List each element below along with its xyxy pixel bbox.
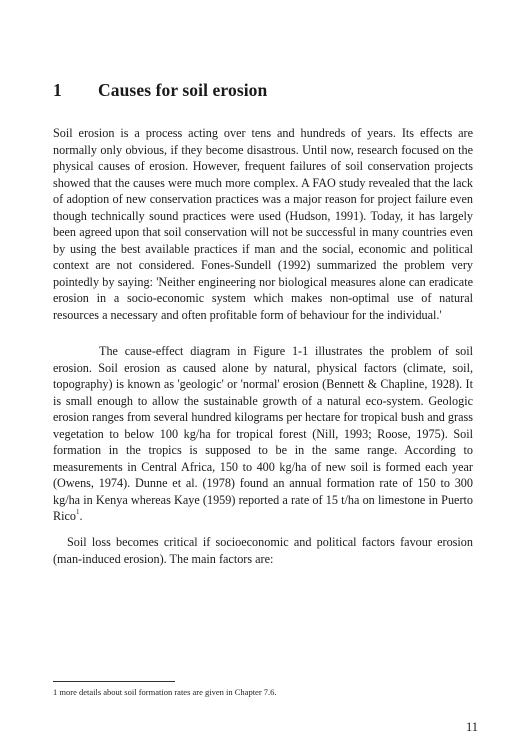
paragraph-2 (53, 343, 473, 525)
footnote-marker: 1 (76, 508, 80, 516)
paragraph-3: Soil loss becomes critical if socioeconomic and political factors favour erosion (man-induced erosion). The main factors are: (53, 535, 473, 566)
page-number: 11 (465, 720, 478, 734)
chapter-heading (53, 80, 267, 101)
footnote-divider (53, 681, 175, 682)
paragraph-2-text: The cause-effect diagram in Figure 1-1 illustrates the problem of soil erosion. Soil erosion as caused alone by natural, physical factors (climate, soil, topography) is known as 'geologic' or 'normal' erosion (Bennett & Chapline, 1928). It is small enough to allow the sustainable growth of a natural eco-system. Geologic erosion ranges from several hundred kilograms per hectare for tropical bush and grass vegetation to below 100 kg/ha for tropical forest (Nill, 1993; Roose, 1975). Soil formation in the tropics is supposed to be in the same range. According to measurements in Central Africa, 150 to 400 kg/ha of new soil is formed each year (Owens, 1974). Dunne et al. (1978) found an annual formation rate of 150 to 300 kg/ha in Kenya whereas Kaye (1959) reported a rate of 15 t/ha on limestone in Puerto Rico (53, 344, 473, 523)
footnote: 1 more details about soil formation rates are given in Chapter 7.6. (53, 687, 277, 697)
paragraph-2-end: . (79, 509, 83, 523)
chapter-title: Causes for soil erosion (98, 80, 268, 100)
chapter-number: 1 (53, 80, 62, 100)
paragraph-1: Soil erosion is a process acting over tens and hundreds of years. Its effects are normally only obvious, if they become disastrous. Until now, research focused on the physical causes of erosion. However, frequent failures of soil conservation projects showed that the causes were much more complex. A FAO study revealed that the lack of adoption of new conservation practices was a major reason for project failure even though technically sound practices were used (Hudson, 1991). Today, it has largely been agreed upon that soil conservation will not be successful in many countries even by using the best available practices if man and the social, economic and political context are not considered. Fones-Sundell (1992) summarized the problem very pointedly by saying: 'Neither engineering nor biological measures alone can eradicate erosion in a socio-economic system which makes non-optimal use of natural resources a necessary and often profitable form of behaviour for the individual.' (53, 126, 473, 322)
